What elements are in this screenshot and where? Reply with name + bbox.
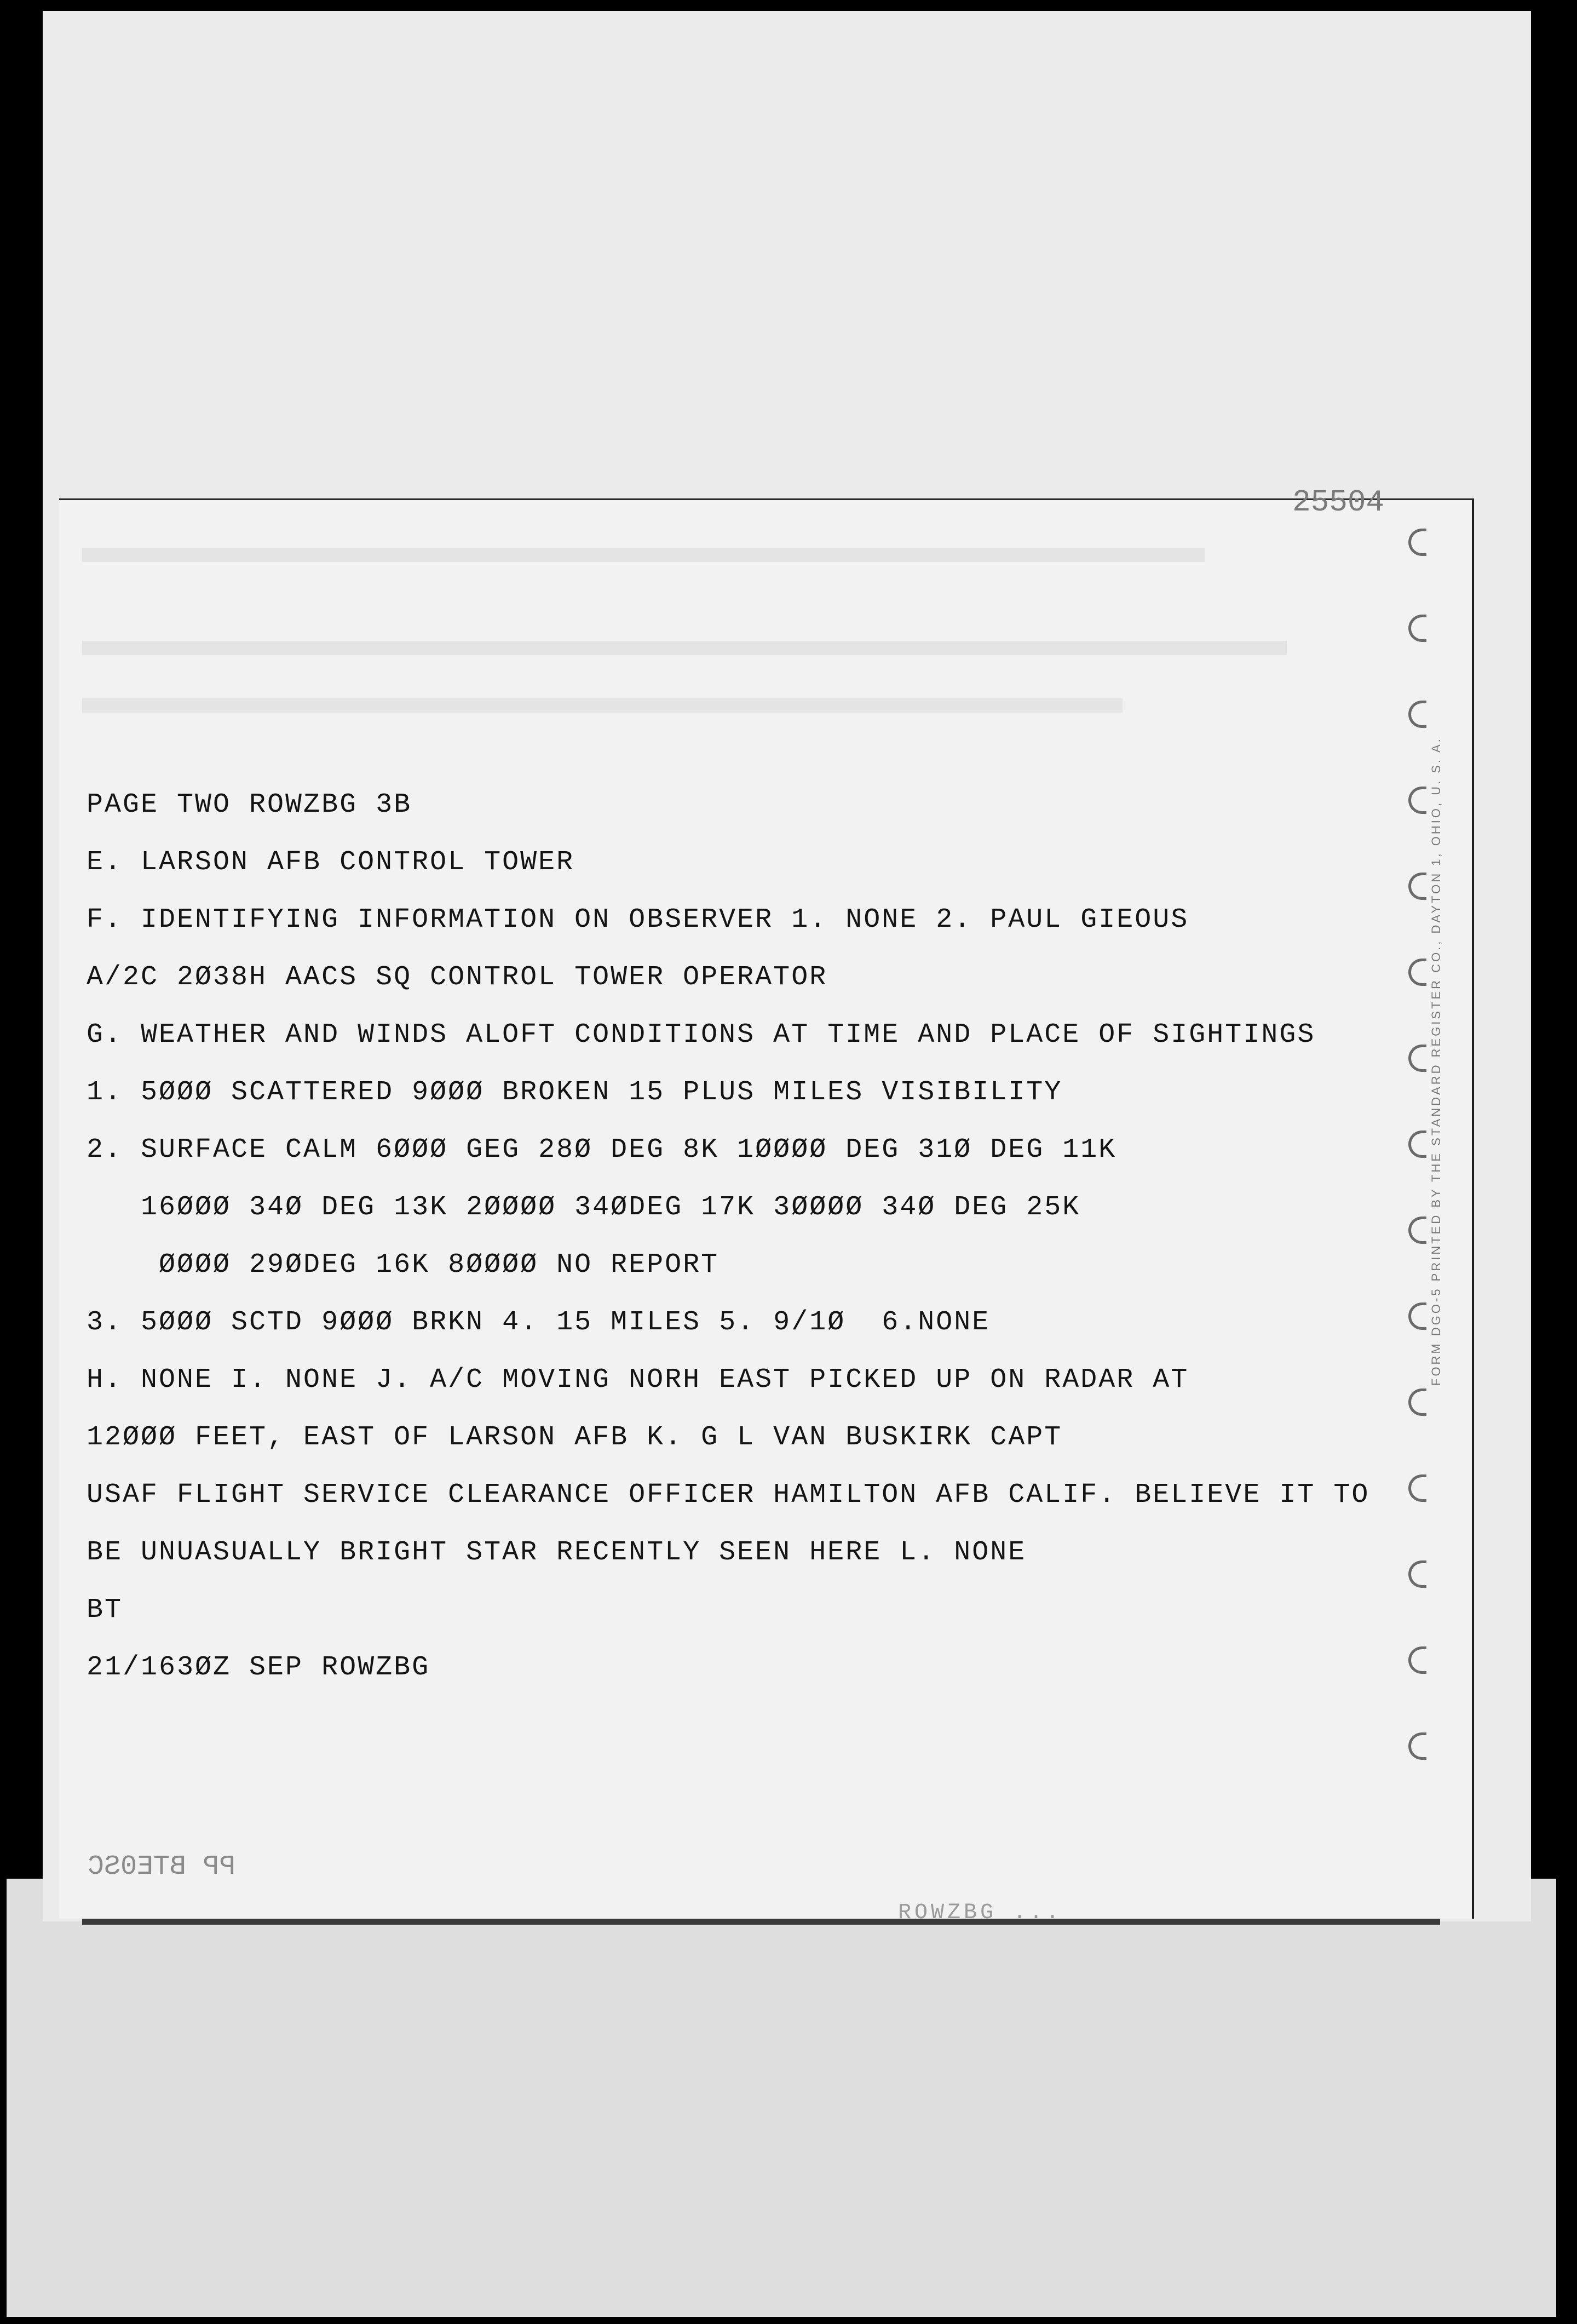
ghost-line xyxy=(82,698,1123,713)
message-line: 2. SURFACE CALM 6ØØØ GEG 28Ø DEG 8K 1ØØØØ DEG 31Ø DEG 11K xyxy=(87,1134,1117,1166)
bottom-faint-text: ROWZBG ... xyxy=(898,1901,1063,1925)
message-line: BT xyxy=(87,1594,123,1626)
message-line: 3. 5ØØØ SCTD 9ØØØ BRKN 4. 15 MILES 5. 9/1Ø 6.NONE xyxy=(87,1307,991,1338)
ghost-line xyxy=(82,548,1205,562)
message-line: 12ØØØ FEET, EAST OF LARSON AFB K. G L VAN BUSKIRK CAPT xyxy=(87,1422,1063,1453)
message-line: 1. 5ØØØ SCATTERED 9ØØØ BROKEN 15 PLUS MILES VISIBILITY xyxy=(87,1077,1063,1108)
message-line: E. LARSON AFB CONTROL TOWER xyxy=(87,847,575,878)
ghost-line xyxy=(82,641,1287,655)
message-line: USAF FLIGHT SERVICE CLEARANCE OFFICER HAMILTON AFB CALIF. BELIEVE IT TO xyxy=(87,1479,1370,1511)
mirrored-label: PP BTE0SC xyxy=(88,1851,236,1883)
message-line: 21/163ØZ SEP ROWZBG xyxy=(87,1652,430,1683)
message-line: BE UNUASUALLY BRIGHT STAR RECENTLY SEEN HERE L. NONE xyxy=(87,1537,1027,1568)
form-side-print: FORM DGO-5 PRINTED BY THE STANDARD REGISTER CO., DAYTON 1, OHIO, U. S. A. xyxy=(1429,737,1443,1386)
message-line: ØØØØ 29ØDEG 16K 8ØØØØ NO REPORT xyxy=(87,1249,720,1281)
corner-number: 25504 xyxy=(1292,485,1385,520)
message-line: G. WEATHER AND WINDS ALOFT CONDITIONS AT TIME AND PLACE OF SIGHTINGS xyxy=(87,1019,1316,1051)
message-line: H. NONE I. NONE J. A/C MOVING NORH EAST PICKED UP ON RADAR AT xyxy=(87,1364,1189,1396)
message-line: PAGE TWO ROWZBG 3B xyxy=(87,789,412,820)
photo-background xyxy=(7,1879,1556,2317)
message-line: 16ØØØ 34Ø DEG 13K 2ØØØØ 34ØDEG 17K 3ØØØØ 34Ø DEG 25K xyxy=(87,1192,1081,1223)
message-line: A/2C 2Ø38H AACS SQ CONTROL TOWER OPERATOR xyxy=(87,962,828,993)
message-line: F. IDENTIFYING INFORMATION ON OBSERVER 1. NONE 2. PAUL GIEOUS xyxy=(87,904,1189,936)
